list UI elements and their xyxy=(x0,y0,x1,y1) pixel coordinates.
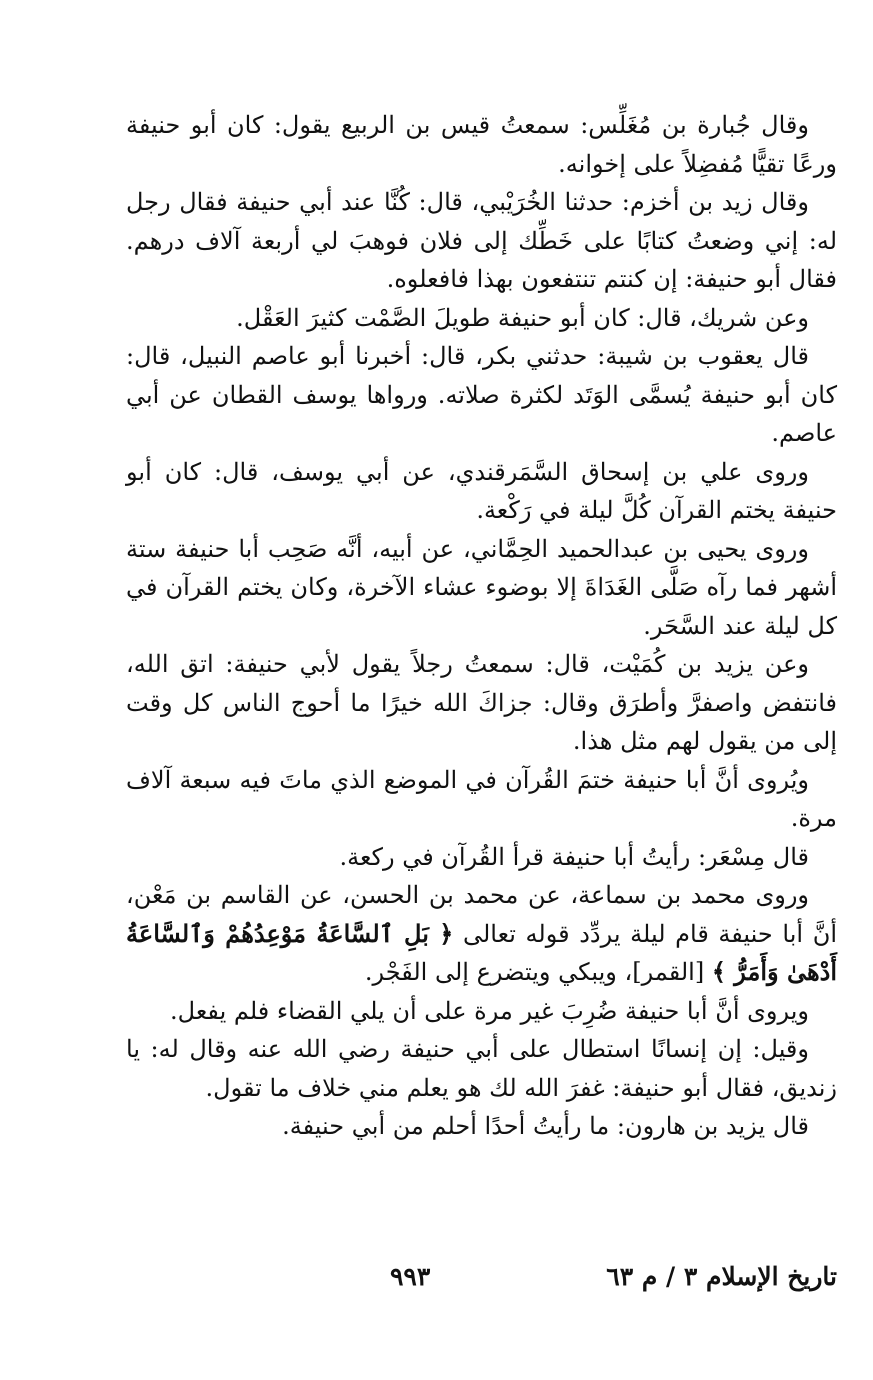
page-number: ٩٩٣ xyxy=(390,1262,431,1291)
paragraph: قال مِسْعَر: رأيتُ أبا حنيفة قرأ القُرآن في ركعة. xyxy=(339,842,809,871)
quran-verse: ﴿ بَلِ ٱلسَّاعَةُ مَوْعِدُهُمْ وَٱلسَّاعَةُ أَدْهَىٰ وَأَمَرُّ ﴾ xyxy=(126,918,837,986)
paragraph: وقال جُبارة بن مُغَلِّس: سمعتُ قيس بن الربيع يقول: كان أبو حنيفة ورعًا تقيًّا مُفضِلاً على إخوانه. xyxy=(126,111,837,178)
paragraph: قال يعقوب بن شيبة: حدثني بكر، قال: أخبرنا أبو عاصم النبيل، قال: كان أبو حنيفة يُسمَّى الوَتَد لكثرة صلاته. ورواها يوسف القطان عن أبي عاصم. xyxy=(126,342,837,447)
paragraph: وعن يزيد بن كُمَيْت، قال: سمعتُ رجلاً يقول لأبي حنيفة: اتق الله، فانتفض واصفرَّ وأطرَق وقال: جزاكَ الله خيرًا ما أحوج الناس كل وقت إلى من يقول لهم مثل هذا. xyxy=(126,650,837,755)
paragraph: ويروى أنَّ أبا حنيفة ضُرِبَ غير مرة على أن يلي القضاء فلم يفعل. xyxy=(170,996,809,1025)
paragraph-quran xyxy=(126,876,837,992)
paragraph: ويُروى أنَّ أبا حنيفة ختمَ القُرآن في الموضع الذي ماتَ فيه سبعة آلاف مرة. xyxy=(126,765,837,832)
body-text xyxy=(126,106,837,1146)
paragraph-text-before: وروى محمد بن سماعة، عن محمد بن الحسن، عن القاسم بن مَعْن، أنَّ أبا حنيفة قام ليلة يردِّد قوله تعالى xyxy=(126,881,837,948)
page-footer xyxy=(0,1262,873,1302)
paragraph: وروى علي بن إسحاق السَّمَرقندي، عن أبي يوسف، قال: كان أبو حنيفة يختم القرآن كُلَّ ليلة في رَكْعة. xyxy=(126,457,837,524)
paragraph: وعن شريك، قال: كان أبو حنيفة طويلَ الصَّمْت كثيرَ العَقْل. xyxy=(236,303,809,332)
paragraph: وروى يحيى بن عبدالحميد الحِمَّاني، عن أبيه، أنَّه صَحِب أبا حنيفة ستة أشهر فما رآه صَلَّى الغَدَاةَ إلا بوضوء عشاء الآخرة، وكان يختم القرآن في كل ليلة عند السَّحَر. xyxy=(126,534,837,640)
paragraph-text-after: [القمر]، ويبكي ويتضرع إلى الفَجْر. xyxy=(364,958,712,986)
footer-source: تاريخ الإسلام ٣ / م ٦٣ xyxy=(606,1262,837,1291)
paragraph: وقيل: إن إنسانًا استطال على أبي حنيفة رضي الله عنه وقال له: يا زنديق، فقال أبو حنيفة: غفرَ الله لك هو يعلم مني خلاف ما تقول. xyxy=(126,1035,837,1102)
paragraph: وقال زيد بن أخزم: حدثنا الخُرَيْبي، قال: كُنَّا عند أبي حنيفة فقال رجل له: إني وضعتُ كتابًا على خَطِّك إلى فلان فوهبَ لي أربعة آلاف درهم. فقال أبو حنيفة: إن كنتم تنتفعون بهذا فافعلوه. xyxy=(126,188,837,293)
paragraph: قال يزيد بن هارون: ما رأيتُ أحدًا أحلم من أبي حنيفة. xyxy=(282,1112,809,1140)
